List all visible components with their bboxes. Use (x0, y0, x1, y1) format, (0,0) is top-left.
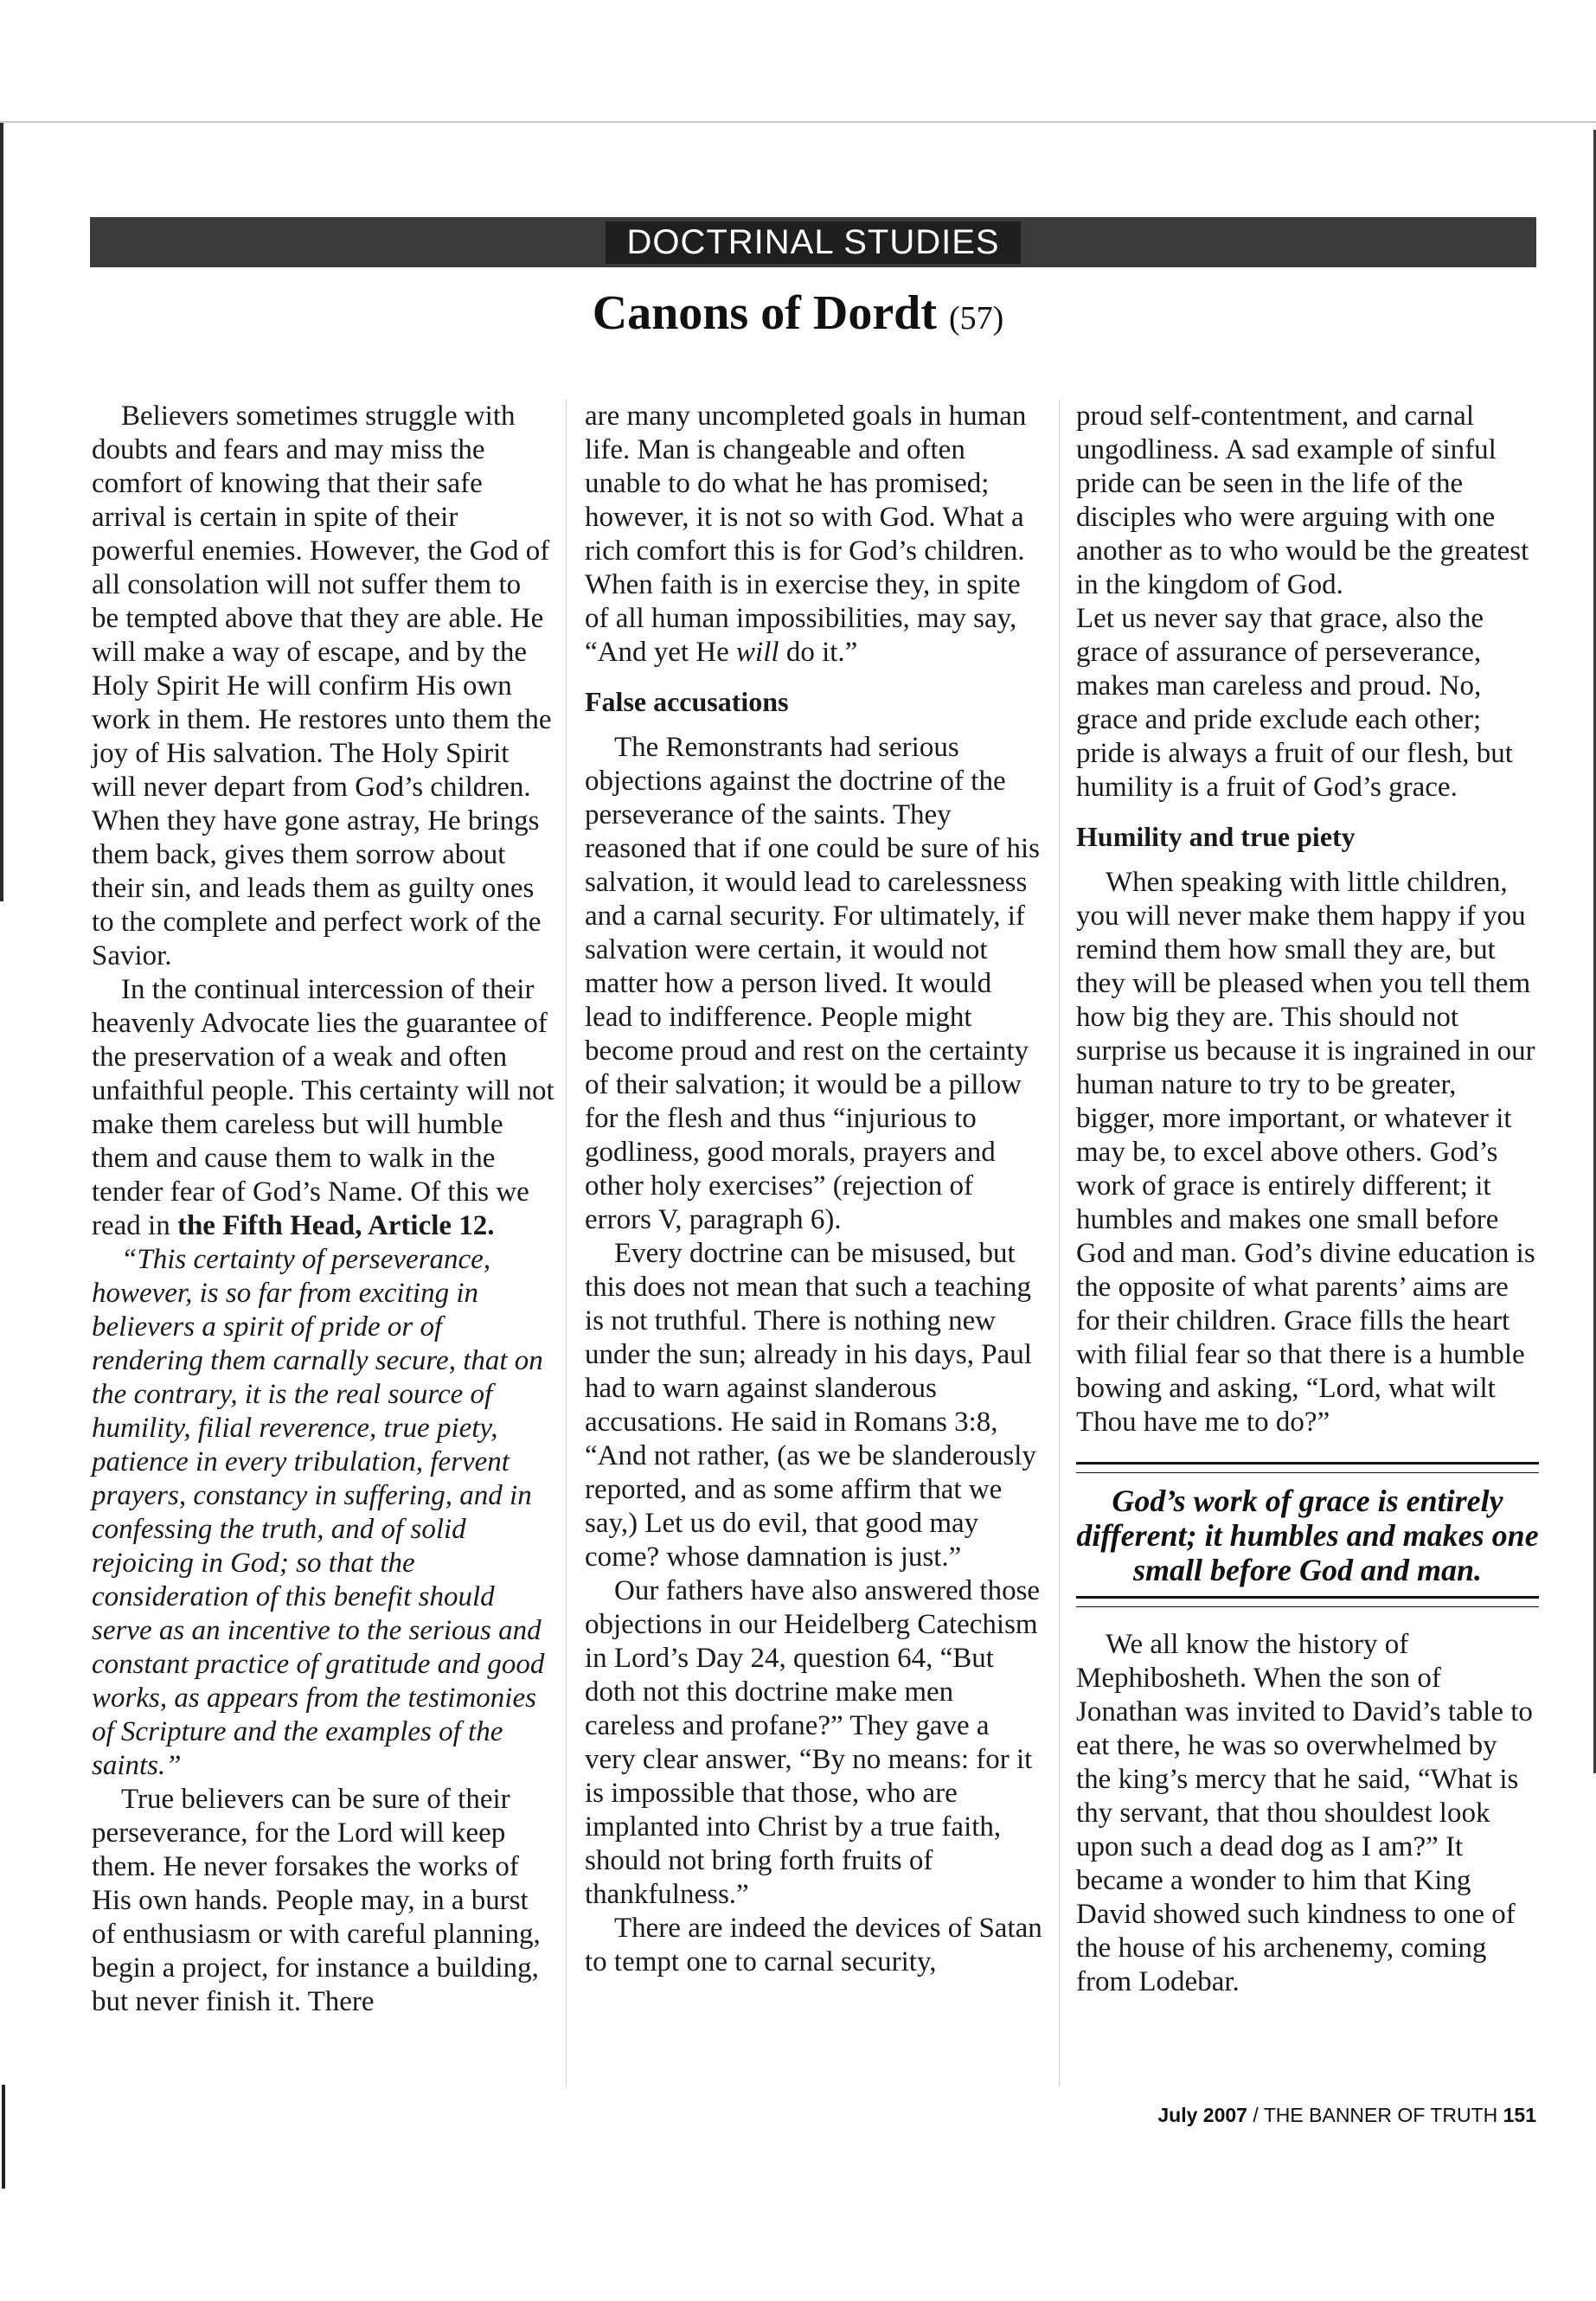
subheading: Humility and true piety (1076, 821, 1356, 852)
pull-quote (1076, 1462, 1539, 1607)
paragraph (585, 400, 1043, 670)
paragraph: We all know the history of Mephibosheth. When the son of Jonathan was invited to David’s table to eat there, he was so overwhelmed by the king’s mercy that he said, “What is thy servant, that thou shouldest look upon such a dead dog as I am?” It became a wonder to him that King David showed such kindness to one of the house of his archenemy, coming from Lodebar. (1076, 1629, 1533, 1997)
footer-separator: / (1253, 2104, 1259, 2126)
paragraph: proud self-contentment, and carnal ungodliness. A sad example of sinful pride can be seen in the life of the disciples who were arguing with one another as to who would be the greatest in the kingdom of God. (1076, 401, 1529, 600)
top-rule (0, 121, 1596, 123)
pull-quote-text: God’s work of grace is entirely different; it humbles and makes one small before God and man. (1076, 1484, 1539, 1587)
paragraph: Believers sometimes struggle with doubts and fears and may miss the comfort of knowing that their safe arrival is certain in spite of their powerful enemies. However, the God of all consolation will not suffer them to be tempted above that they are able. He will make a way of escape, and by the Holy Spirit He will confirm His own work in them. He restores unto them the joy of His salvation. The Holy Spirit will never depart from God’s children. When they have gone astray, He brings them back, gives them sorrow about their sin, and leads them as guilty ones to the complete and perfect work of the Savior. (92, 401, 552, 971)
article-reference: the Fifth Head, Article 12. (176, 1210, 495, 1241)
paragraph: Every doctrine can be misused, but this does not mean that such a teaching is not truthful. There is nothing new under the sun; already in his days, Paul had to warn against slanderous accusations. He said in Romans 3:8, “And not rather, (as we be slanderously reported, and as some affirm that we say,) Let us do evil, that good may come? whose damnation is just.” (585, 1238, 1036, 1573)
column-divider (566, 400, 567, 2086)
title-text: Canons of Dordt (592, 286, 937, 340)
issue-date: July 2007 (1157, 2104, 1247, 2126)
subheading: False accusations (585, 686, 789, 717)
column-1 (92, 400, 554, 2019)
publication-name: THE BANNER OF TRUTH (1263, 2104, 1498, 2126)
paragraph (92, 973, 554, 1243)
paragraph: Our fathers have also answered those objections in our Heidelberg Catechism in Lord’s Day 24, question 64, “But doth not this doctrine make men careless and profane?” They gave a very clear answer, “By no means: for it is impossible that those, who are implanted into Christ by a true faith, should not bring forth fruits of thankfulness.” (585, 1575, 1041, 1910)
quotation (92, 1243, 554, 1783)
page-title (0, 285, 1596, 341)
paragraph: There are indeed the devices of Satan to tempt one to carnal security, (585, 1913, 1042, 1977)
paragraph-text: are many uncompleted goals in human life. Man is changeable and often unable to do what he has promised; however, it is not so with God. What a rich comfort this is for God’s children. When faith is in exercise they, in spite of all human impossibilities, may say, “And yet He (585, 401, 1027, 668)
pull-quote-rule (1076, 1462, 1539, 1473)
page-footer (1157, 2104, 1536, 2127)
paragraph-text: do it.” (779, 637, 858, 668)
section-label: DOCTRINAL STUDIES (606, 221, 1020, 264)
paragraph: True believers can be sure of their perseverance, for the Lord will keep them. He never forsakes the works of His own hands. People may, in a burst of enthusiasm or with careful planning, begin a project, for instance a building, but never finish it. There (92, 1784, 541, 2017)
paragraph: Let us never say that grace, also the grace of assurance of perseverance, makes man careless and proud. No, grace and pride exclude each other; pride is always a fruit of our flesh, but humility is a fruit of God’s grace. (1076, 603, 1513, 803)
pull-quote-rule (1076, 1596, 1539, 1607)
emphasis: will (736, 637, 779, 668)
installment-number: (57) (948, 300, 1004, 336)
paragraph-text: In the continual intercession of their heavenly Advocate lies the guarantee of the preservation of a weak and often unfaithful people. This certainty will not make them careless but will humble them and cause them to walk in the tender fear of God’s Name. Of this we read in (92, 974, 554, 1241)
column-2 (585, 400, 1043, 1979)
paragraph: The Remonstrants had serious objections against the doctrine of the perseverance of the saints. They reasoned that if one could be sure of his salvation, it would lead to carelessness and a carnal security. For ultimately, if salvation were certain, it would not matter how a person lived. It would lead to indifference. People might become proud and rest on the certainty of their salvation; it would be a pillow for the flesh and thus “injurious to godliness, good morals, prayers and other holy exercises” (rejection of errors V, paragraph 6). (585, 732, 1041, 1235)
paragraph: When speaking with little children, you will never make them happy if you remind them how small they are, but they will be pleased when you tell them how big they are. This should not surprise us because it is ingrained in our human nature to try to be greater, bigger, more important, or whatever it may be, to excel above others. God’s work of grace is entirely different; it humbles and makes one small before God and man. God’s divine education is the opposite of what parents’ aims are for their children. Grace fills the heart with filial fear so that there is a humble bowing and asking, “Lord, what wilt Thou have me to do?” (1076, 867, 1535, 1438)
quotation-text: “This certainty of perseverance, however, is so far from exciting in believers a spirit of pride or of rendering them carnally secure, that on the contrary, it is the real source of humility, filial reverence, true piety, patience in every tribulation, fervent prayers, constancy in suffering, and in confessing the truth, and of solid rejoicing in God; so that the consideration of this benefit should serve as an incentive to the serious and constant practice of gratitude and good works, as appears from the testimonies of Scripture and the examples of the saints.” (92, 1244, 545, 1781)
section-banner (90, 217, 1536, 267)
scan-edge-left (0, 123, 3, 901)
page-number: 151 (1503, 2104, 1536, 2126)
column-divider (1059, 400, 1060, 2086)
scan-edge-mark (2, 2085, 5, 2189)
column-3 (1076, 400, 1539, 1999)
